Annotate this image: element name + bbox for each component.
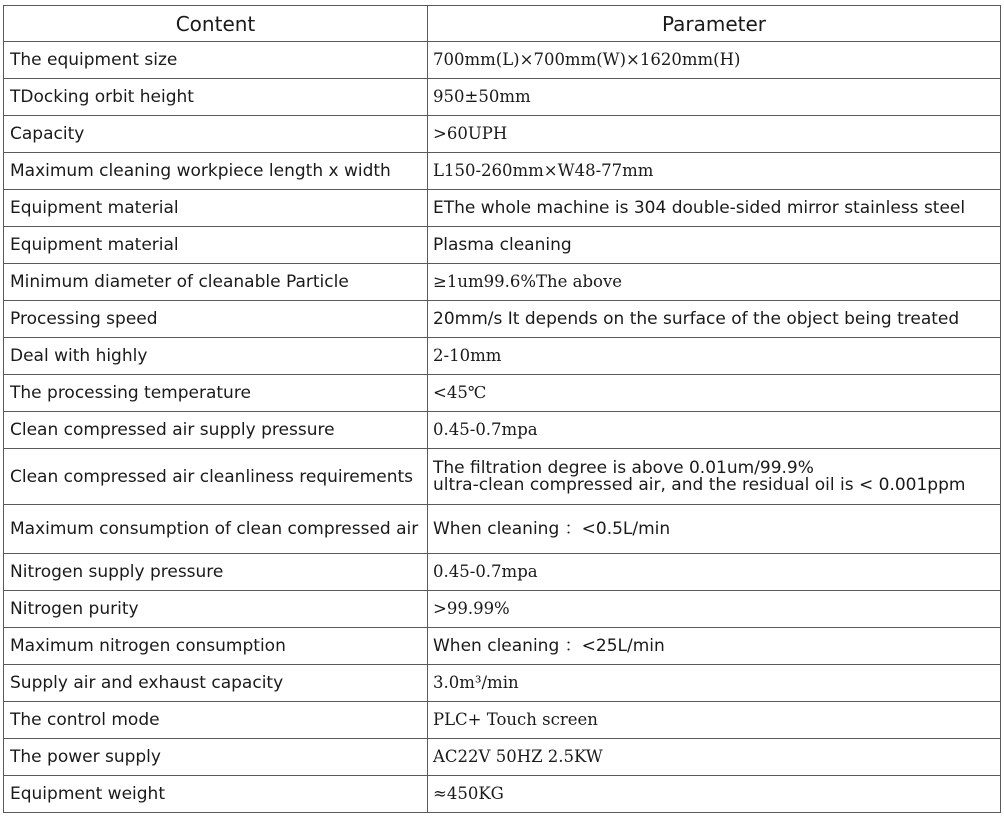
row-parameter: 3.0m³/min [428,665,1001,702]
table-row [4,591,1001,628]
table-row [4,116,1001,153]
header-parameter: Parameter [428,6,1001,42]
row-parameter [428,449,1001,505]
table-row [4,665,1001,702]
table-row [4,412,1001,449]
row-parameter: When cleaning ：<25L/min [428,628,1001,665]
row-content: Maximum consumption of clean compressed air [4,505,428,554]
row-parameter: >60UPH [428,116,1001,153]
row-parameter: EThe whole machine is 304 double-sided mirror stainless steel [428,190,1001,227]
row-parameter: AC22V 50HZ 2.5KW [428,739,1001,776]
table-row [4,79,1001,116]
table-row [4,42,1001,79]
row-content: Minimum diameter of cleanable Particle [4,264,428,301]
table-row [4,227,1001,264]
row-content: Capacity [4,116,428,153]
row-content: The equipment size [4,42,428,79]
table-row [4,628,1001,665]
row-parameter: When cleaning ：<0.5L/min [428,505,1001,554]
spec-table [3,5,1001,813]
row-content: Nitrogen supply pressure [4,554,428,591]
row-parameter-line2: ultra-clean compressed air, and the residual oil is < 0.001ppm [433,474,966,495]
row-parameter: 950±50mm [428,79,1001,116]
row-content: Maximum cleaning workpiece length x width [4,153,428,190]
table-row [4,739,1001,776]
table-row [4,190,1001,227]
row-content: Equipment material [4,227,428,264]
row-parameter: 2-10mm [428,338,1001,375]
row-parameter: Plasma cleaning [428,227,1001,264]
row-parameter: ≈450KG [428,776,1001,813]
row-content: Supply air and exhaust capacity [4,665,428,702]
row-content: Deal with highly [4,338,428,375]
row-parameter: L150-260mm×W48-77mm [428,153,1001,190]
table-row [4,153,1001,190]
header-row [4,6,1001,42]
row-content: TDocking orbit height [4,79,428,116]
table-row [4,338,1001,375]
row-content: Clean compressed air cleanliness requirements [4,449,428,505]
row-content: Equipment material [4,190,428,227]
row-parameter: PLC+ Touch screen [428,702,1001,739]
table-row [4,375,1001,412]
row-parameter: ≥1um99.6%The above [428,264,1001,301]
row-parameter: 20mm/s It depends on the surface of the object being treated [428,301,1001,338]
row-content: Processing speed [4,301,428,338]
table-row [4,776,1001,813]
row-content: The control mode [4,702,428,739]
row-content: Clean compressed air supply pressure [4,412,428,449]
row-parameter: 0.45-0.7mpa [428,554,1001,591]
table-row [4,554,1001,591]
table-row [4,301,1001,338]
table-row [4,505,1001,554]
table-row [4,264,1001,301]
table-row [4,702,1001,739]
row-parameter: >99.99% [428,591,1001,628]
row-parameter: 700mm(L)×700mm(W)×1620mm(H) [428,42,1001,79]
row-content: Nitrogen purity [4,591,428,628]
row-parameter: <45℃ [428,375,1001,412]
table-row [4,449,1001,505]
header-content: Content [4,6,428,42]
row-content: Maximum nitrogen consumption [4,628,428,665]
row-parameter: 0.45-0.7mpa [428,412,1001,449]
row-parameter-line1: The filtration degree is above 0.01um/99.9% [433,457,814,478]
row-content: Equipment weight [4,776,428,813]
row-content: The processing temperature [4,375,428,412]
row-content: The power supply [4,739,428,776]
